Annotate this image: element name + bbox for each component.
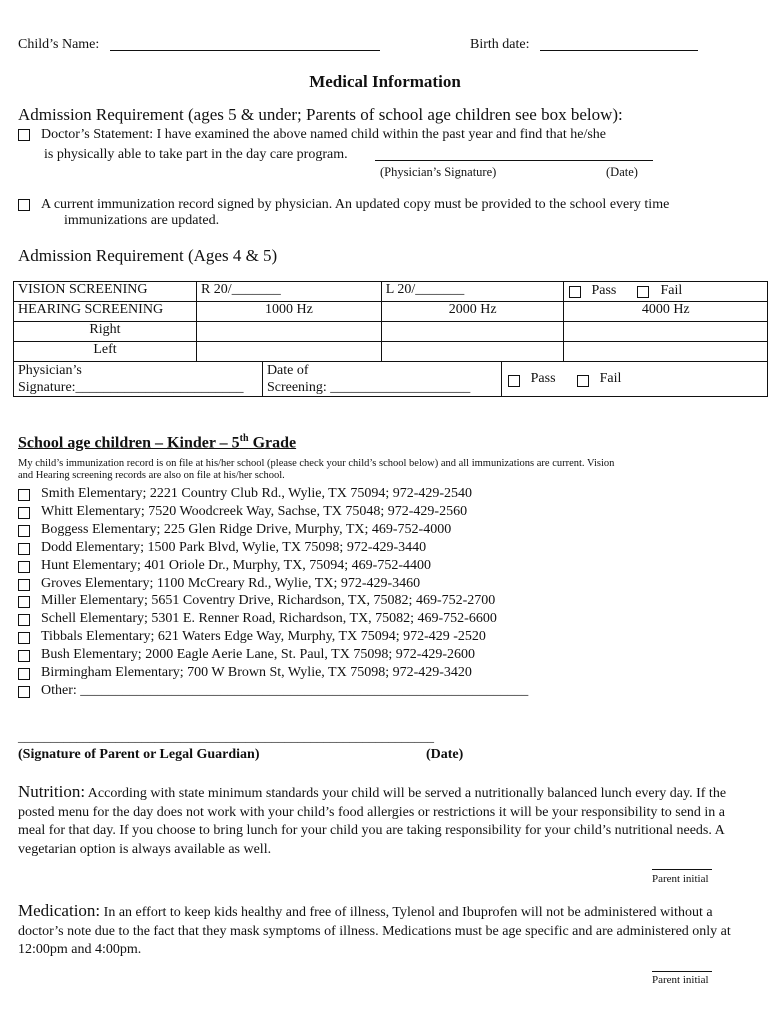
school-label: Smith Elementary; 2221 Country Club Rd., Wylie, TX 75094; 972-429-2540 (41, 486, 473, 501)
physician-signature-field[interactable] (375, 145, 653, 161)
school-label: Hunt Elementary; 401 Oriole Dr., Murphy, TX, 75094; 469-752-4400 (41, 557, 432, 573)
guardian-signature-line[interactable]: ________________________________________________________________ (18, 729, 434, 744)
school-label: Other: ________________________________________________________________ (41, 682, 529, 698)
left-2000-field[interactable] (381, 342, 564, 362)
school-checkbox[interactable] (18, 525, 30, 537)
birth-date-field[interactable] (540, 36, 698, 51)
vision-result (564, 282, 768, 302)
school-age-heading-sup: th (239, 433, 249, 444)
hearing-left-row (14, 342, 768, 362)
guardian-signature-label: (Signature of Parent or Legal Guardian) (18, 747, 260, 762)
right-4000-field[interactable] (564, 322, 768, 342)
screening-date-cell[interactable] (262, 362, 501, 397)
immunization-line1: A current immunization record signed by physician. An updated copy must be provided to the school every time (41, 197, 670, 212)
school-checkbox[interactable] (18, 543, 30, 555)
vision-left-field[interactable]: L 20/_______ (381, 282, 564, 302)
physician-signature-label: (Physician’s Signature) (380, 165, 497, 179)
school-checkbox[interactable] (18, 489, 30, 501)
physician-fail-label: Fail (599, 371, 622, 386)
page-title: Medical Information (309, 72, 461, 91)
school-label: Groves Elementary; 1100 McCreary Rd., Wylie, TX; 972-429-3460 (41, 575, 421, 591)
nutrition-text: According with state minimum standards your child will be served a nutritionally balanced lunch every day. If the posted menu for the day does not work with your child’s food allergies or restrictions it will be your responsibility to send in a meal for that day. If you choose to bring lunch for your child you are taking responsibility for your child’s nutritional needs. A vegetarian option is always available as well. (18, 786, 727, 857)
school-label: Schell Elementary; 5301 E. Renner Road, Richardson, TX, 75082; 469-752-6600 (41, 611, 497, 627)
hearing-right-row (14, 322, 768, 342)
vision-pass-checkbox[interactable] (569, 286, 581, 298)
left-4000-field[interactable] (564, 342, 768, 362)
doctor-statement-checkbox[interactable] (18, 129, 30, 141)
medication-initial-field[interactable] (652, 960, 712, 972)
school-checkbox[interactable] (18, 561, 30, 573)
school-label: Bush Elementary; 2000 Eagle Aerie Lane, St. Paul, TX 75098; 972-429-2600 (41, 647, 476, 663)
hearing-label: HEARING SCREENING (14, 302, 197, 322)
physician-fail-checkbox[interactable] (577, 375, 589, 387)
nutrition-initial-field[interactable] (652, 858, 712, 870)
hz-4000: 4000 Hz (564, 302, 768, 322)
school-checkbox[interactable] (18, 650, 30, 662)
hearing-row (14, 302, 768, 322)
school-note-line1: My child’s immunization record is on file at his/her school (please check your child’s school below) and all immunizations are current. Vision (18, 458, 615, 469)
school-label: Dodd Elementary; 1500 Park Blvd, Wylie, TX 75098; 972-429-3440 (41, 539, 427, 555)
doctor-statement-line2: is physically able to take part in the day care program. (44, 147, 348, 162)
medication-text: In an effort to keep kids healthy and free of illness, Tylenol and Ibuprofen will not be administered without a doctor’s note due to the fact that they mask symptoms of illness. Medications must be age specific and are administered only at 12:00pm and 4:00pm. (18, 905, 731, 957)
vision-row (14, 282, 768, 302)
hz-2000: 2000 Hz (381, 302, 564, 322)
date-of-line1: Date of (266, 363, 309, 378)
vision-right-field[interactable]: R 20/_______ (196, 282, 381, 302)
guardian-date-label: (Date) (426, 747, 464, 762)
school-label: Birmingham Elementary; 700 W Brown St, Wylie, TX 75098; 972-429-3420 (41, 665, 472, 680)
vision-pass-label: Pass (591, 283, 617, 298)
birth-date-label: Birth date: (470, 37, 530, 52)
school-checkbox[interactable] (18, 686, 30, 698)
physician-pass-label: Pass (530, 371, 556, 386)
school-age-heading (18, 433, 296, 452)
medication-paragraph (18, 902, 753, 960)
medication-initial-label: Parent initial (652, 974, 709, 986)
physician-result (501, 362, 767, 397)
physician-signature-cell[interactable] (14, 362, 263, 397)
physician-label-line1: Physician’s (18, 363, 82, 378)
hearing-right-label: Right (14, 322, 197, 342)
right-1000-field[interactable] (196, 322, 381, 342)
physician-date-label: (Date) (606, 165, 638, 179)
nutrition-initial-label: Parent initial (652, 873, 709, 885)
school-note-line2: and Hearing screening records are also on file at his/her school. (18, 470, 285, 481)
school-label: Miller Elementary; 5651 Coventry Drive, Richardson, TX, 75082; 469-752-2700 (41, 593, 496, 609)
school-checkbox[interactable] (18, 614, 30, 626)
date-of-line2: Screening: ____________________ (266, 380, 471, 395)
left-1000-field[interactable] (196, 342, 381, 362)
vision-fail-label: Fail (660, 283, 683, 298)
hearing-left-label: Left (14, 342, 197, 362)
school-checkbox[interactable] (18, 632, 30, 644)
child-name-field[interactable] (110, 36, 380, 51)
nutrition-paragraph (18, 783, 753, 859)
admission-heading-1: Admission Requirement (ages 5 & under; Parents of school age children see box below): (18, 105, 623, 124)
school-label: Whitt Elementary; 7520 Woodcreek Way, Sachse, TX 75048; 972-429-2560 (41, 503, 468, 519)
vision-fail-checkbox[interactable] (637, 286, 649, 298)
child-name-label: Child’s Name: (18, 37, 100, 52)
immunization-line2: immunizations are updated. (64, 213, 220, 228)
nutrition-lead: Nutrition: (18, 782, 86, 801)
screening-table (13, 281, 768, 397)
physician-pass-checkbox[interactable] (508, 375, 520, 387)
physician-label-line2: Signature:________________________ (18, 380, 244, 395)
school-label: Boggess Elementary; 225 Glen Ridge Drive, Murphy, TX; 469-752-4000 (41, 521, 452, 537)
school-checkbox[interactable] (18, 579, 30, 591)
right-2000-field[interactable] (381, 322, 564, 342)
admission-heading-2: Admission Requirement (Ages 4 & 5) (18, 246, 278, 265)
vision-label: VISION SCREENING (14, 282, 197, 302)
school-age-heading-main: School age children – Kinder – 5 (18, 434, 240, 452)
hz-1000: 1000 Hz (196, 302, 381, 322)
school-checkbox[interactable] (18, 596, 30, 608)
medication-lead: Medication: (18, 901, 101, 920)
school-label: Tibbals Elementary; 621 Waters Edge Way, Murphy, TX 75094; 972-429 -2520 (41, 629, 486, 645)
school-age-heading-end: Grade (248, 434, 297, 452)
physician-row (14, 362, 768, 397)
school-checkbox[interactable] (18, 507, 30, 519)
immunization-record-checkbox[interactable] (18, 199, 30, 211)
school-checkbox[interactable] (18, 668, 30, 680)
doctor-statement-line1: Doctor’s Statement: I have examined the above named child within the past year and find that he/she (41, 127, 607, 142)
